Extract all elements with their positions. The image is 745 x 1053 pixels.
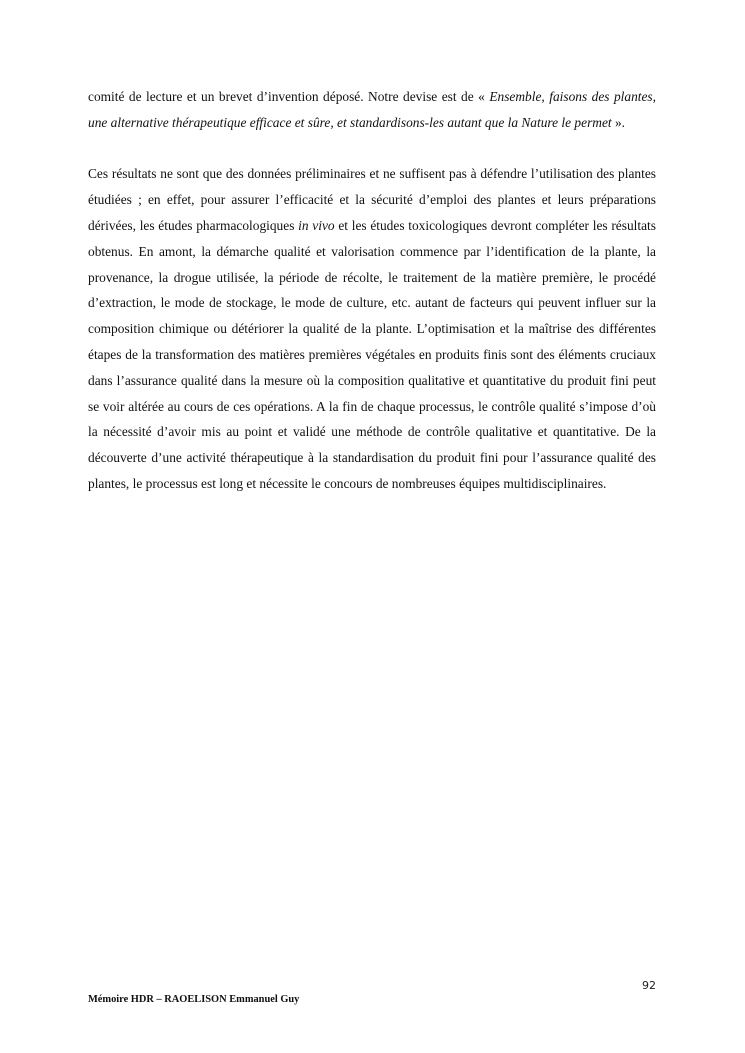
paragraph-1-italic-motto: Ensemble, faisons des plantes, une alternative thérapeutique efficace et sûre, et standardisons-les autant que la Nature le permet — [88, 89, 656, 130]
paragraph-1-text-a: comité de lecture et un brevet d’invention déposé. Notre devise est de « — [88, 89, 490, 104]
paragraph-2-text-b: et les études toxicologiques devront compléter les résultats obtenus. En amont, la démarche qualité et valorisation commence par l’identification de la plante, la provenance, la drogue utilisée, la période de récolte, le traitement de la matière première, le procédé d’extraction, le mode de stockage, le mode de culture, etc. autant de facteurs qui peuvent influer sur la composition chimique ou détériorer la qualité de la plante. L’optimisation et la maîtrise des différentes étapes de la transformation des matières premières végétales en produits finis sont des éléments cruciaux dans l’assurance qualité dans la mesure où la composition qualitative et quantitative du produit fini peut se voir altérée au cours de ces opérations. A la fin de chaque processus, le contrôle qualité s’impose d’où la nécessité d’avoir mis au point et validé une méthode de contrôle qualitative et quantitative. De la découverte d’une activité thérapeutique à la standardisation du produit fini pour l’assurance qualité des plantes, le processus est long et nécessite le concours de nombreuses équipes multidisciplinaires. — [88, 217, 656, 491]
paragraph-2-italic-in-vivo: in vivo — [298, 217, 335, 233]
paragraph-devise — [88, 84, 656, 136]
paragraph-1-text-b: ». — [611, 114, 626, 130]
page-number: 92 — [642, 979, 656, 992]
paragraph-2-text-a: Ces résultats ne sont que des données préliminaires et ne suffisent pas à défendre l’utilisation des plantes étudiées ; en effet, pour assurer l’efficacité et la sécurité d’emploi des plantes et leurs préparations dérivées, les études pharmacologiques — [88, 166, 656, 233]
paragraph-resultats — [88, 161, 656, 496]
footer-author: Mémoire HDR – RAOELISON Emmanuel Guy — [88, 994, 300, 1005]
page-body — [88, 84, 656, 497]
